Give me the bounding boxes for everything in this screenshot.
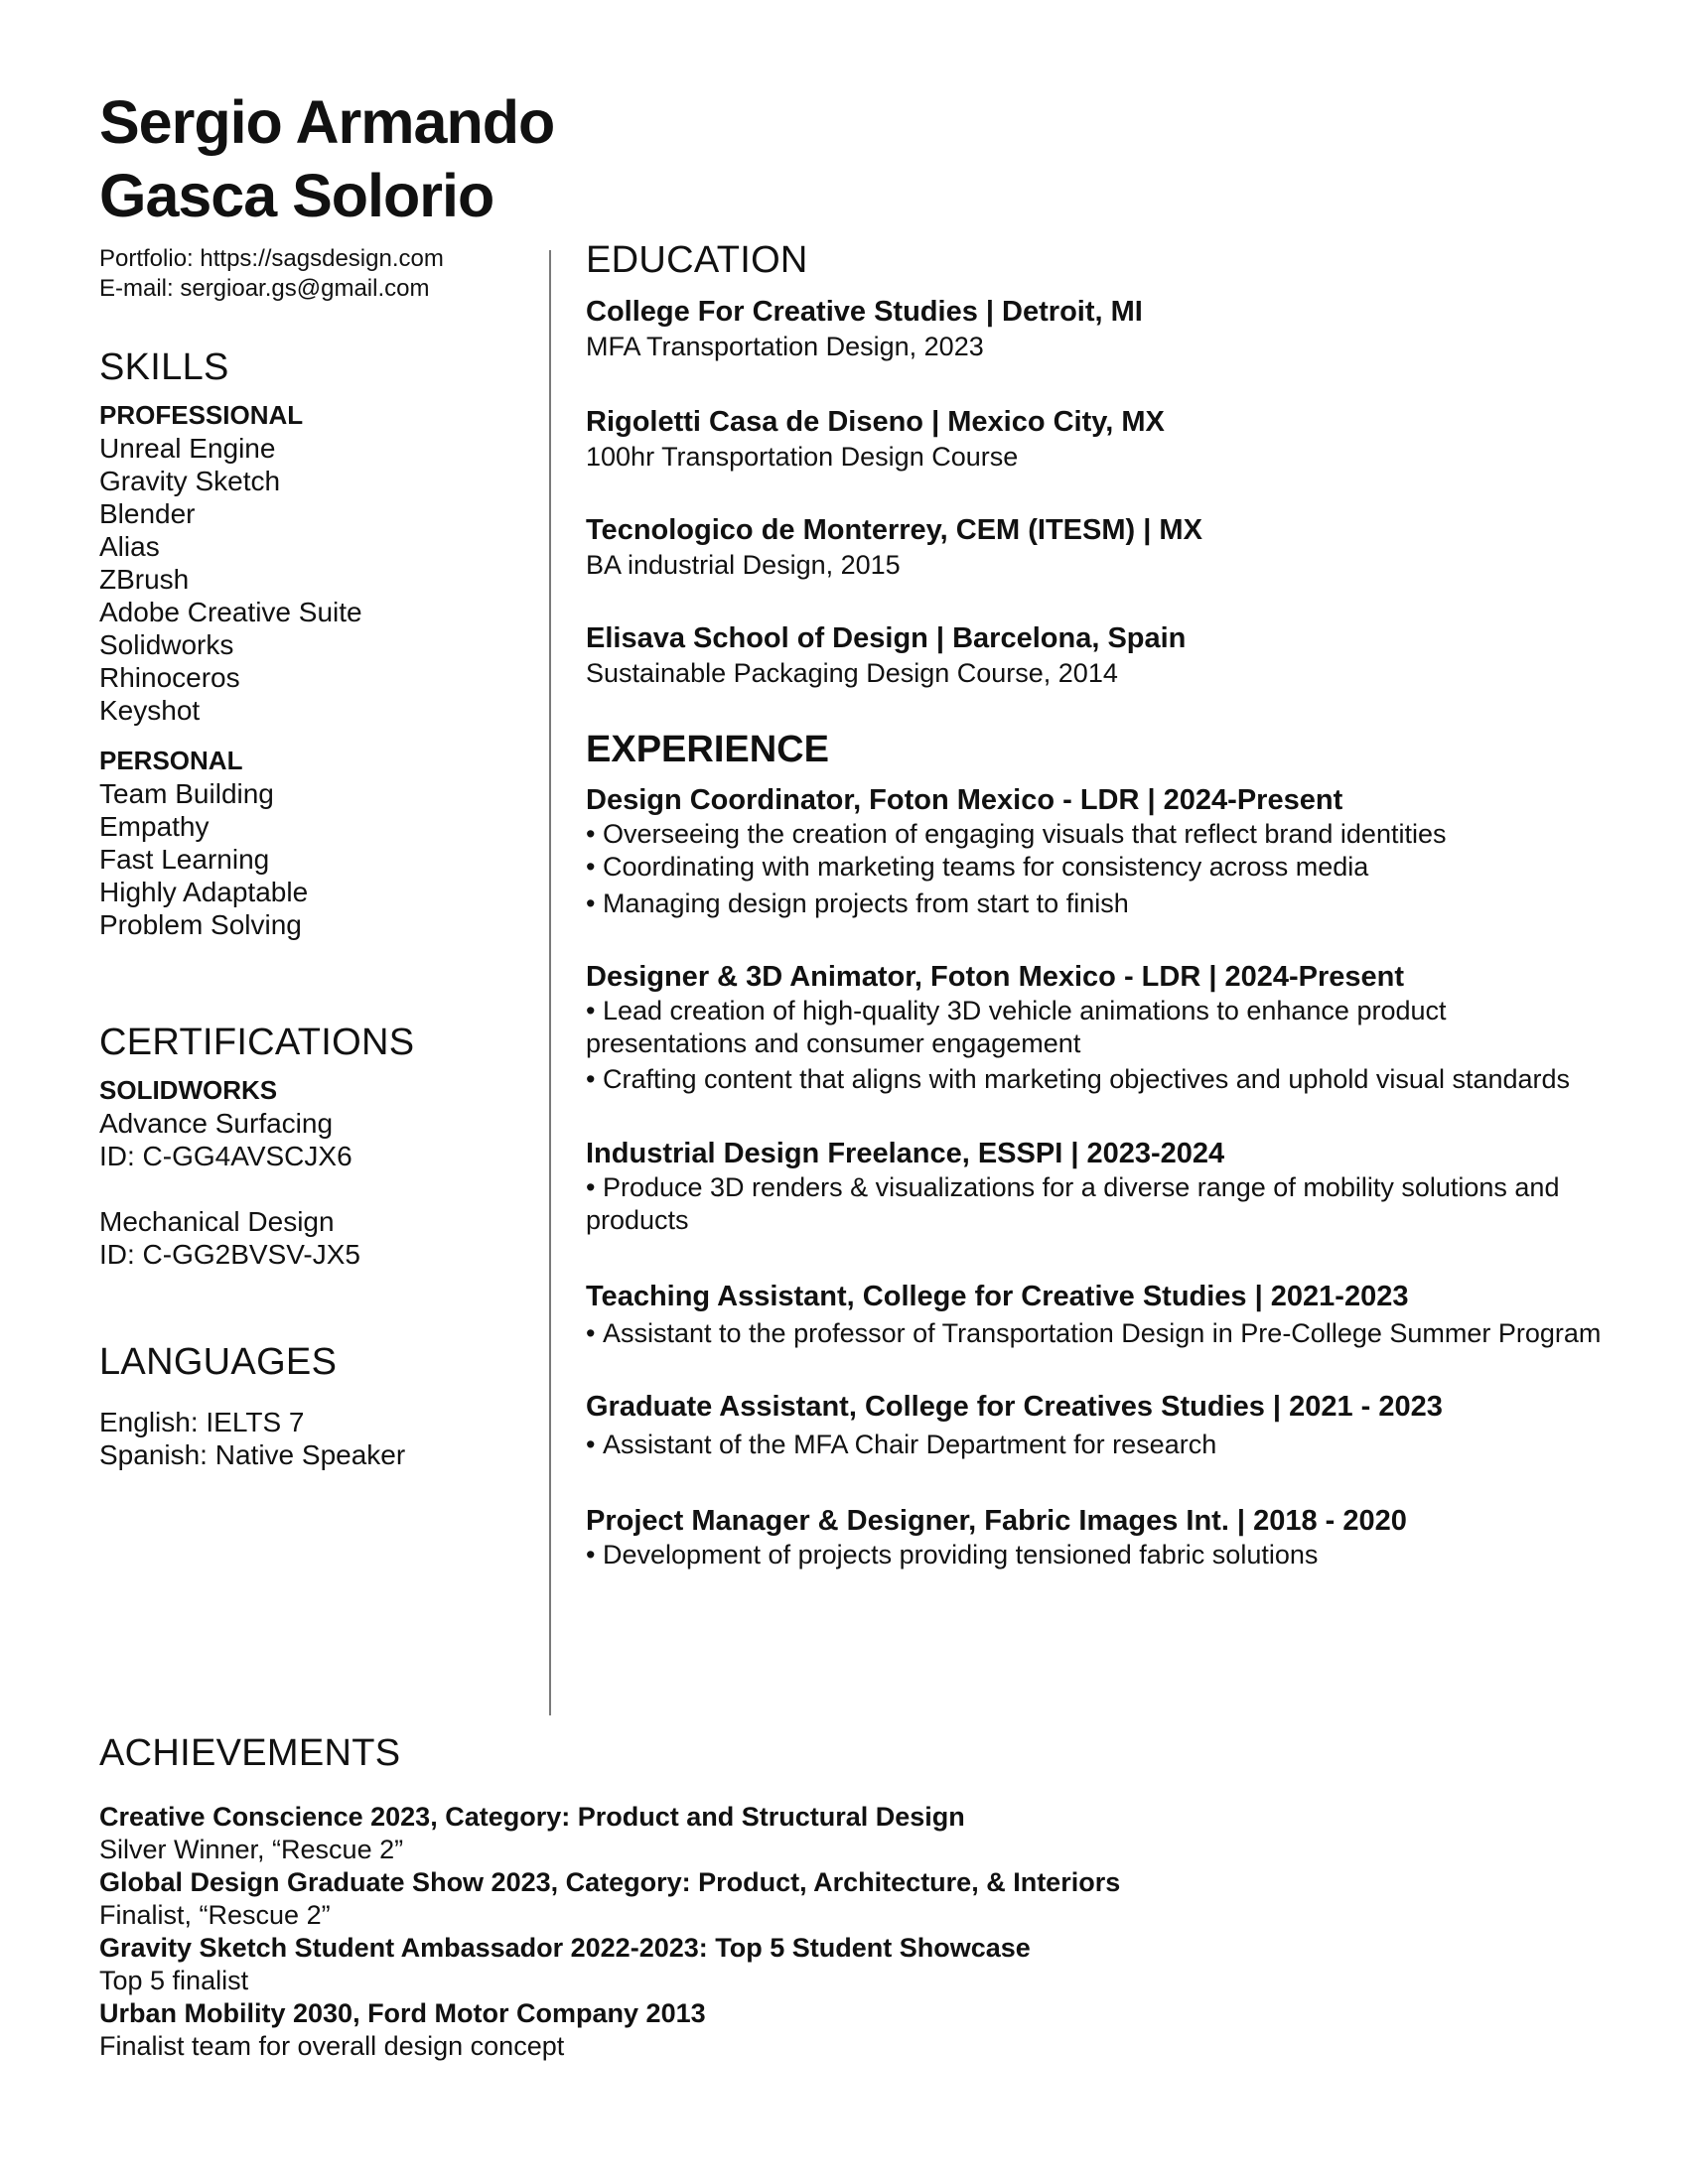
achievements-heading: ACHIEVEMENTS [99,1732,401,1774]
language-item: English: IELTS 7 [99,1407,305,1437]
skills-heading: SKILLS [99,346,229,388]
experience-entry [586,1390,1609,1461]
certification-entry [99,1205,536,1271]
job-title: Graduate Assistant, College for Creatives Studies | 2021 - 2023 [586,1391,1443,1423]
email-link[interactable]: E-mail: sergioar.gs@gmail.com [99,275,430,302]
job-bullet: • Lead creation of high-quality 3D vehicle animations to enhance product presentations and consumer engagement [586,995,1609,1060]
education-entry [586,512,1609,582]
school-name: Rigoletti Casa de Diseno | Mexico City, MX [586,406,1165,438]
contact-info [99,244,536,304]
skill-item: ZBrush [99,564,190,595]
achievements-section [99,1731,1589,2063]
job-title: Design Coordinator, Foton Mexico - LDR | 2024-Present [586,784,1343,816]
job-bullet: • Overseeing the creation of engaging visuals that reflect brand identities [586,818,1609,851]
skill-item: Adobe Creative Suite [99,597,362,627]
portfolio-link[interactable]: Portfolio: https://sagsdesign.com [99,245,444,272]
job-bullet: • Assistant of the MFA Chair Department for research [586,1429,1609,1461]
degree-detail: 100hr Transportation Design Course [586,442,1019,472]
skill-item: Gravity Sketch [99,466,281,496]
personal-skills-label: PERSONAL [99,746,243,775]
degree-detail: MFA Transportation Design, 2023 [586,332,984,361]
left-column [99,244,536,1471]
professional-skills-label: PROFESSIONAL [99,400,304,430]
skill-item: Unreal Engine [99,433,276,464]
languages-list [99,1406,536,1471]
skill-item: Rhinoceros [99,662,240,693]
languages-heading: LANGUAGES [99,1341,338,1383]
certifications-heading: CERTIFICATIONS [99,1022,415,1063]
skill-item: Empathy [99,811,210,842]
education-entry [586,620,1609,690]
job-title: Teaching Assistant, College for Creative Studies | 2021-2023 [586,1281,1409,1312]
certification-name: Advance Surfacing [99,1108,334,1139]
personal-skills-list [99,777,536,941]
education-heading: EDUCATION [586,239,808,281]
achievement-description: Silver Winner, “Rescue 2” [99,1835,404,1864]
skill-item: Solidworks [99,629,234,660]
job-bullet: • Managing design projects from start to finish [586,887,1609,920]
certification-vendor: SOLIDWORKS [99,1075,278,1105]
certification-id: ID: C-GG2BVSV-JX5 [99,1239,360,1270]
column-divider [549,250,551,1715]
job-title: Project Manager & Designer, Fabric Images Int. | 2018 - 2020 [586,1505,1407,1537]
experience-entry [586,960,1609,1099]
achievements-list [99,1801,1589,2063]
certification-entry [99,1107,536,1172]
achievement-title: Urban Mobility 2030, Ford Motor Company 2013 [99,1998,706,2028]
skill-item: Alias [99,531,160,562]
education-entry [586,404,1609,474]
certification-id: ID: C-GG4AVSCJX6 [99,1141,352,1171]
experience-entry [586,783,1609,920]
skill-item: Blender [99,498,196,529]
achievement-title: Gravity Sketch Student Ambassador 2022-2023: Top 5 Student Showcase [99,1933,1031,1963]
skill-item: Keyshot [99,695,201,726]
job-title: Industrial Design Freelance, ESSPI | 2023-2024 [586,1138,1225,1169]
achievement-description: Finalist, “Rescue 2” [99,1900,331,1930]
professional-skills-list [99,432,536,727]
experience-heading: EXPERIENCE [586,729,829,770]
achievement-title: Creative Conscience 2023, Category: Product and Structural Design [99,1802,965,1832]
skill-item: Team Building [99,778,274,809]
achievement-title: Global Design Graduate Show 2023, Category: Product, Architecture, & Interiors [99,1867,1121,1897]
name-line-1: Sergio Armando [99,88,555,156]
experience-entry [586,1280,1609,1353]
certification-name: Mechanical Design [99,1206,335,1237]
job-bullet: • Coordinating with marketing teams for consistency across media [586,851,1609,884]
degree-detail: Sustainable Packaging Design Course, 2014 [586,658,1118,688]
experience-entry [586,1504,1609,1571]
resume-name [99,85,554,232]
language-item: Spanish: Native Speaker [99,1439,406,1470]
job-title: Designer & 3D Animator, Foton Mexico - LDR | 2024-Present [586,961,1405,993]
job-bullet: • Development of projects providing tensioned fabric solutions [586,1539,1609,1571]
school-name: Tecnologico de Monterrey, CEM (ITESM) | MX [586,514,1202,546]
skill-item: Highly Adaptable [99,877,309,907]
education-entry [586,294,1609,363]
degree-detail: BA industrial Design, 2015 [586,550,901,580]
school-name: Elisava School of Design | Barcelona, Spain [586,622,1187,654]
job-bullet: • Assistant to the professor of Transportation Design in Pre-College Summer Program [586,1314,1609,1353]
job-bullet: • Produce 3D renders & visualizations for a diverse range of mobility solutions and products [586,1171,1609,1237]
skill-item: Fast Learning [99,844,270,875]
job-bullet: • Crafting content that aligns with marketing objectives and uphold visual standards [586,1060,1609,1099]
skill-item: Problem Solving [99,909,302,940]
name-line-2: Gasca Solorio [99,162,494,229]
experience-entry [586,1137,1609,1237]
achievement-description: Finalist team for overall design concept [99,2031,565,2061]
achievement-description: Top 5 finalist [99,1966,249,1995]
school-name: College For Creative Studies | Detroit, MI [586,296,1143,328]
right-column [586,238,1609,1571]
